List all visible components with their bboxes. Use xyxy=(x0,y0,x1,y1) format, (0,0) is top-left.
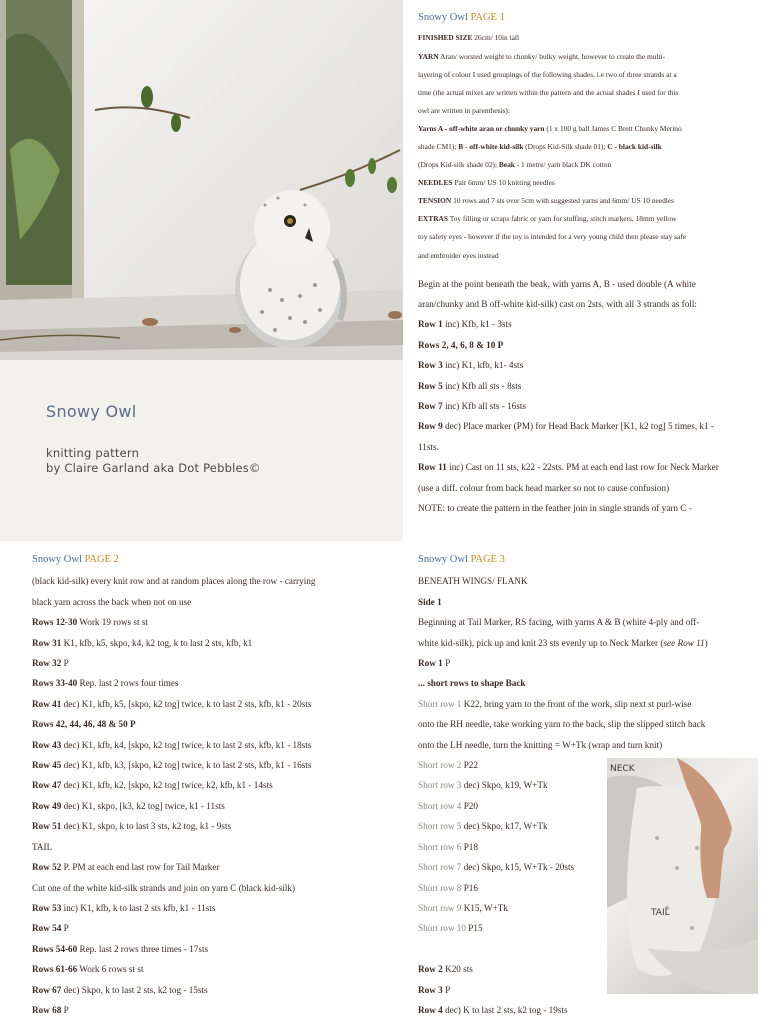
text-segment: K15, W+Tk xyxy=(461,902,508,913)
bold-text: Yarns A - off-white aran or chunky yarn xyxy=(418,123,545,133)
text-segment: onto the LH needle, turn the knitting = W+Tk (wrap and turn knit) xyxy=(418,739,663,750)
text-line xyxy=(418,66,763,84)
text-segment: 26cm/ 10in tall xyxy=(472,33,520,43)
page-3-header xyxy=(418,550,763,570)
bold-text: Row 7 xyxy=(418,401,443,412)
text-segment: P20 xyxy=(461,800,478,811)
bold-text: Rows 54-60 xyxy=(32,943,78,954)
bold-text: Row 67 xyxy=(32,984,62,995)
text-line xyxy=(418,653,763,673)
page-2-header xyxy=(32,550,397,570)
grey-label: Short row 9 xyxy=(418,902,462,913)
bold-text: Row 45 xyxy=(32,760,62,771)
text-segment: dec) K to last 2 sts, k2 tog - 19sts xyxy=(442,1004,568,1015)
page-1-column xyxy=(418,8,763,519)
text-segment: dec) Skpo, k15, W+Tk - 20sts xyxy=(461,862,575,873)
bold-text: Row 68 xyxy=(32,1004,62,1015)
text-segment: K20 sts xyxy=(442,964,473,975)
text-segment: 11sts. xyxy=(418,441,439,452)
text-segment: P22 xyxy=(461,760,478,771)
text-segment: P15 xyxy=(465,923,483,934)
bold-text: Row 2 xyxy=(418,964,443,975)
text-line xyxy=(418,138,763,156)
text-line xyxy=(32,694,397,714)
text-segment: and embroider eyes instead xyxy=(418,250,499,260)
text-segment: shade CM1); xyxy=(418,141,459,151)
bold-text: Rows 2, 4, 6, 8 & 10 P xyxy=(418,339,504,350)
text-segment: P xyxy=(442,984,451,995)
grey-label: Short row 6 xyxy=(418,841,462,852)
knitting-photo-illustration xyxy=(607,758,758,994)
text-line xyxy=(418,192,763,210)
text-segment: K1, kfb, k5, skpo, k4, k2 tog, k to last 2 sts, kfb, k1 xyxy=(61,637,253,648)
bold-text: Row 1 xyxy=(418,319,443,330)
text-segment: dec) K1, kfb, k3, [skpo, k2 tog] twice, k to last 2 sts, kfb, k1 - 16sts xyxy=(61,760,312,771)
page-3-number: PAGE 3 xyxy=(470,554,505,565)
bold-text: YARN xyxy=(418,51,439,61)
text-line xyxy=(418,612,763,632)
bold-text: Row 47 xyxy=(32,780,62,791)
grey-label: Short row 7 xyxy=(418,862,462,873)
cover-author-line: by Claire Garland aka Dot Pebbles© xyxy=(46,461,261,475)
bold-text: Row 3 xyxy=(418,360,443,371)
text-line xyxy=(418,274,763,294)
text-segment: owl are written in parenthesis): xyxy=(418,105,510,115)
text-line xyxy=(418,247,763,265)
text-segment: Toy filling or scraps fabric or yarn for stuffing, stitch markers, 18mm yellow xyxy=(447,214,677,224)
text-segment: Pair 6mm/ US 10 knitting needles xyxy=(452,178,555,188)
page-2-title: Snowy Owl xyxy=(32,554,82,565)
text-segment: inc) Kfb all sts - 16sts xyxy=(442,401,526,412)
text-line xyxy=(32,816,397,836)
text-line xyxy=(418,694,763,714)
text-line xyxy=(32,878,397,898)
text-line xyxy=(418,1000,763,1020)
text-segment: white kid-silk), pick up and knit 23 sts evenly up to Neck Marker ( xyxy=(418,637,664,648)
text-line xyxy=(418,228,763,246)
bold-text: Row 9 xyxy=(418,421,443,432)
text-line xyxy=(418,416,763,436)
bold-text: Rows 61-66 xyxy=(32,964,78,975)
text-segment: dec) K1, kfb, k4, [skpo, k2 tog] twice, k to last 2 sts, kfb, k1 - 18sts xyxy=(61,739,312,750)
page-1-title: Snowy Owl xyxy=(418,12,468,23)
text-segment: P xyxy=(61,1004,69,1015)
text-segment: ) xyxy=(704,637,708,648)
page-1-header xyxy=(418,8,763,28)
bold-text: Row 43 xyxy=(32,739,62,750)
text-line xyxy=(32,653,397,673)
text-line xyxy=(418,210,763,228)
text-line xyxy=(418,174,763,192)
grey-label: Short row 10 xyxy=(418,923,466,934)
grey-label: Short row 5 xyxy=(418,821,462,832)
text-segment: P xyxy=(442,658,451,669)
bold-text: Row 41 xyxy=(32,698,62,709)
text-segment: black yarn across the back when not on use xyxy=(32,596,192,607)
text-line xyxy=(32,775,397,795)
text-line xyxy=(32,918,397,938)
bold-text: Row 54 xyxy=(32,923,62,934)
text-segment: layering of colour I used groupings of the following shades, i.e two of three strands at a xyxy=(418,69,677,79)
text-line xyxy=(418,156,763,174)
text-segment: (black kid-silk) every knit row and at random places along the row - carrying xyxy=(32,576,316,587)
neck-label: NECK xyxy=(610,764,635,774)
bold-text: Row 3 xyxy=(418,984,443,995)
text-segment: P16 xyxy=(461,882,478,893)
text-segment: dec) Place marker (PM) for Head Back Marker [K1, k2 tog] 5 times, k1 - xyxy=(442,421,714,432)
text-segment: aran/chunky and B off-white kid-silk) cast on 2sts, with all 3 strands as foll: xyxy=(418,299,697,310)
cover-subtitle-line: knitting pattern xyxy=(46,446,140,460)
text-line xyxy=(32,755,397,775)
text-line xyxy=(418,437,763,457)
text-segment: toy safety eyes - however if the toy is intended for a very young child then please stay safe xyxy=(418,232,687,242)
page-2-column xyxy=(32,550,397,1020)
page-3-side: Side 1 xyxy=(418,596,442,607)
text-line xyxy=(418,714,763,734)
text-line xyxy=(418,498,763,518)
text-line xyxy=(418,478,763,498)
page-3-heading: BENEATH WINGS/ FLANK xyxy=(418,576,528,587)
text-line xyxy=(418,48,763,66)
text-line xyxy=(32,857,397,877)
bold-text: Row 11 xyxy=(418,462,447,473)
bold-text: Row 31 xyxy=(32,637,62,648)
text-line xyxy=(418,29,763,47)
text-line xyxy=(32,592,397,612)
text-line xyxy=(32,714,397,734)
text-line xyxy=(418,633,763,653)
text-line xyxy=(418,84,763,102)
text-segment: 10 rows and 7 sts over 5cm with suggested yarns and 6mm/ US 10 needles xyxy=(451,196,674,206)
text-line xyxy=(418,457,763,477)
bold-text: Row 51 xyxy=(32,821,62,832)
cover-title: Snowy Owl xyxy=(46,402,137,421)
text-line xyxy=(418,294,763,314)
bold-text: ... short rows to shape Back xyxy=(418,678,526,689)
tail-label: TAIL xyxy=(651,908,670,918)
text-line xyxy=(32,571,397,591)
text-line xyxy=(32,673,397,693)
text-segment: P. PM at each end last row for Tail Marker xyxy=(61,862,220,873)
text-segment: (use a diff. colour from back head marker so not to cause confusion) xyxy=(418,482,670,493)
text-segment: Aran/ worsted weight to chunky/ bulky weight, however to create the multi- xyxy=(438,51,666,61)
text-line xyxy=(32,959,397,979)
text-line xyxy=(418,735,763,755)
cover-photo xyxy=(0,0,403,541)
text-segment: (1 x 100 g ball James C Brett Chunky Merino xyxy=(544,123,682,133)
bold-text: Rows 33-40 xyxy=(32,678,78,689)
grey-label: Short row 3 xyxy=(418,780,462,791)
text-line xyxy=(32,735,397,755)
bold-text: NEEDLES xyxy=(418,178,453,188)
text-line xyxy=(418,102,763,120)
grey-label: Short row 2 xyxy=(418,760,462,771)
text-segment: dec) K1, kfb, k2, [skpo, k2 tog] twice, k2, kfb, k1 - 14sts xyxy=(61,780,273,791)
bold-text: Row 49 xyxy=(32,800,62,811)
page-1-instructions xyxy=(418,274,763,519)
bold-text: Row 53 xyxy=(32,902,62,913)
bold-text: C - black kid-silk xyxy=(607,141,662,151)
bold-text: Row 5 xyxy=(418,380,443,391)
text-segment: dec) Skpo, k to last 2 sts, k2 tog - 15sts xyxy=(61,984,208,995)
text-segment: dec) K1, skpo, [k3, k2 tog] twice, k1 - 11sts xyxy=(61,800,225,811)
text-line xyxy=(32,980,397,1000)
text-segment: Rep. last 2 rows three times - 17sts xyxy=(77,943,209,954)
text-segment: P xyxy=(61,658,69,669)
grey-label: Short row 8 xyxy=(418,882,462,893)
bold-text: Beak xyxy=(498,160,515,170)
page-3-title: Snowy Owl xyxy=(418,554,468,565)
text-segment: TAIL xyxy=(32,841,53,852)
bold-text: Row 52 xyxy=(32,862,62,873)
text-line xyxy=(32,939,397,959)
text-segment: P xyxy=(61,923,69,934)
text-segment: (Drops Kid-Silk shade 01); xyxy=(523,141,608,151)
text-segment: dec) K1, skpo, k to last 3 sts, k2 tog, k1 - 9sts xyxy=(61,821,232,832)
bold-text: B - off-white kid-silk xyxy=(458,141,524,151)
text-line xyxy=(418,314,763,334)
page-2-number: PAGE 2 xyxy=(84,554,119,565)
text-segment: - 1 metre/ yarn black DK cotton xyxy=(514,160,612,170)
text-segment: onto the RH needle, take working yarn to the back, slip the slipped stitch back xyxy=(418,719,706,730)
text-segment: Begin at the point beneath the beak, with yarns A, B - used double (A white xyxy=(418,278,696,289)
text-segment: Work 19 rows st st xyxy=(77,617,148,628)
bold-text: TENSION xyxy=(418,196,452,206)
bold-text: FINISHED SIZE xyxy=(418,33,473,43)
text-line xyxy=(418,673,763,693)
page-1-number: PAGE 1 xyxy=(470,12,505,23)
text-line xyxy=(32,633,397,653)
knitting-photo xyxy=(607,758,758,994)
text-segment: Work 6 rows st st xyxy=(77,964,144,975)
text-line xyxy=(418,355,763,375)
cover-subtitle xyxy=(46,446,261,476)
text-segment: dec) Skpo, k19, W+Tk xyxy=(461,780,548,791)
text-line xyxy=(418,120,763,138)
bold-text: Rows 12-30 xyxy=(32,617,78,628)
text-segment: (Drops Kid-silk shade 02); xyxy=(418,160,499,170)
text-segment: inc) Kfb, k1 - 3sts xyxy=(442,319,512,330)
text-segment: inc) K1, kfb, k1- 4sts xyxy=(442,360,524,371)
grey-label: Short row 1 xyxy=(418,698,462,709)
bold-text: Row 4 xyxy=(418,1004,443,1015)
text-line xyxy=(32,898,397,918)
text-segment: NOTE: to create the pattern in the feather join in single strands of yarn C - xyxy=(418,503,692,514)
text-segment: K22, bring yarn to the front of the work, slip next st purl-wise xyxy=(461,698,692,709)
text-line xyxy=(418,376,763,396)
text-line xyxy=(32,1000,397,1020)
bold-text: Row 32 xyxy=(32,658,62,669)
bold-text: EXTRAS xyxy=(418,214,448,224)
text-segment: Beginning at Tail Marker, RS facing, with yarns A & B (white 4-ply and off- xyxy=(418,617,700,628)
text-segment: P18 xyxy=(461,841,478,852)
text-segment: time (the actual mixes are written within the pattern and the actual shades I used for this xyxy=(418,87,679,97)
text-segment: inc) Cast on 11 sts, k22 - 22sts. PM at each end last row for Neck Marker xyxy=(446,462,719,473)
bold-text: Row 1 xyxy=(418,658,443,669)
text-segment: Rep. last 2 rows four times xyxy=(77,678,179,689)
text-line xyxy=(32,796,397,816)
text-line xyxy=(418,335,763,355)
page-1-specs xyxy=(418,29,763,264)
text-line xyxy=(418,396,763,416)
bold-text: Rows 42, 44, 46, 48 & 50 P xyxy=(32,719,136,730)
text-segment: dec) Skpo, k17, W+Tk xyxy=(461,821,548,832)
text-segment: dec) K1, kfb, k5, [skpo, k2 tog] twice, k to last 2 sts, kfb, k1 - 20sts xyxy=(61,698,312,709)
grey-label: Short row 4 xyxy=(418,800,462,811)
text-segment: see Row 11 xyxy=(663,637,705,648)
text-line xyxy=(32,612,397,632)
text-segment: inc) K1, kfb, k to last 2 sts kfb, k1 - 11sts xyxy=(61,902,216,913)
page-2-instructions xyxy=(32,571,397,1020)
text-line xyxy=(32,837,397,857)
text-segment: inc) Kfb all sts - 8sts xyxy=(442,380,522,391)
text-segment: Cut one of the white kid-silk strands and join on yarn C (black kid-silk) xyxy=(32,882,296,893)
